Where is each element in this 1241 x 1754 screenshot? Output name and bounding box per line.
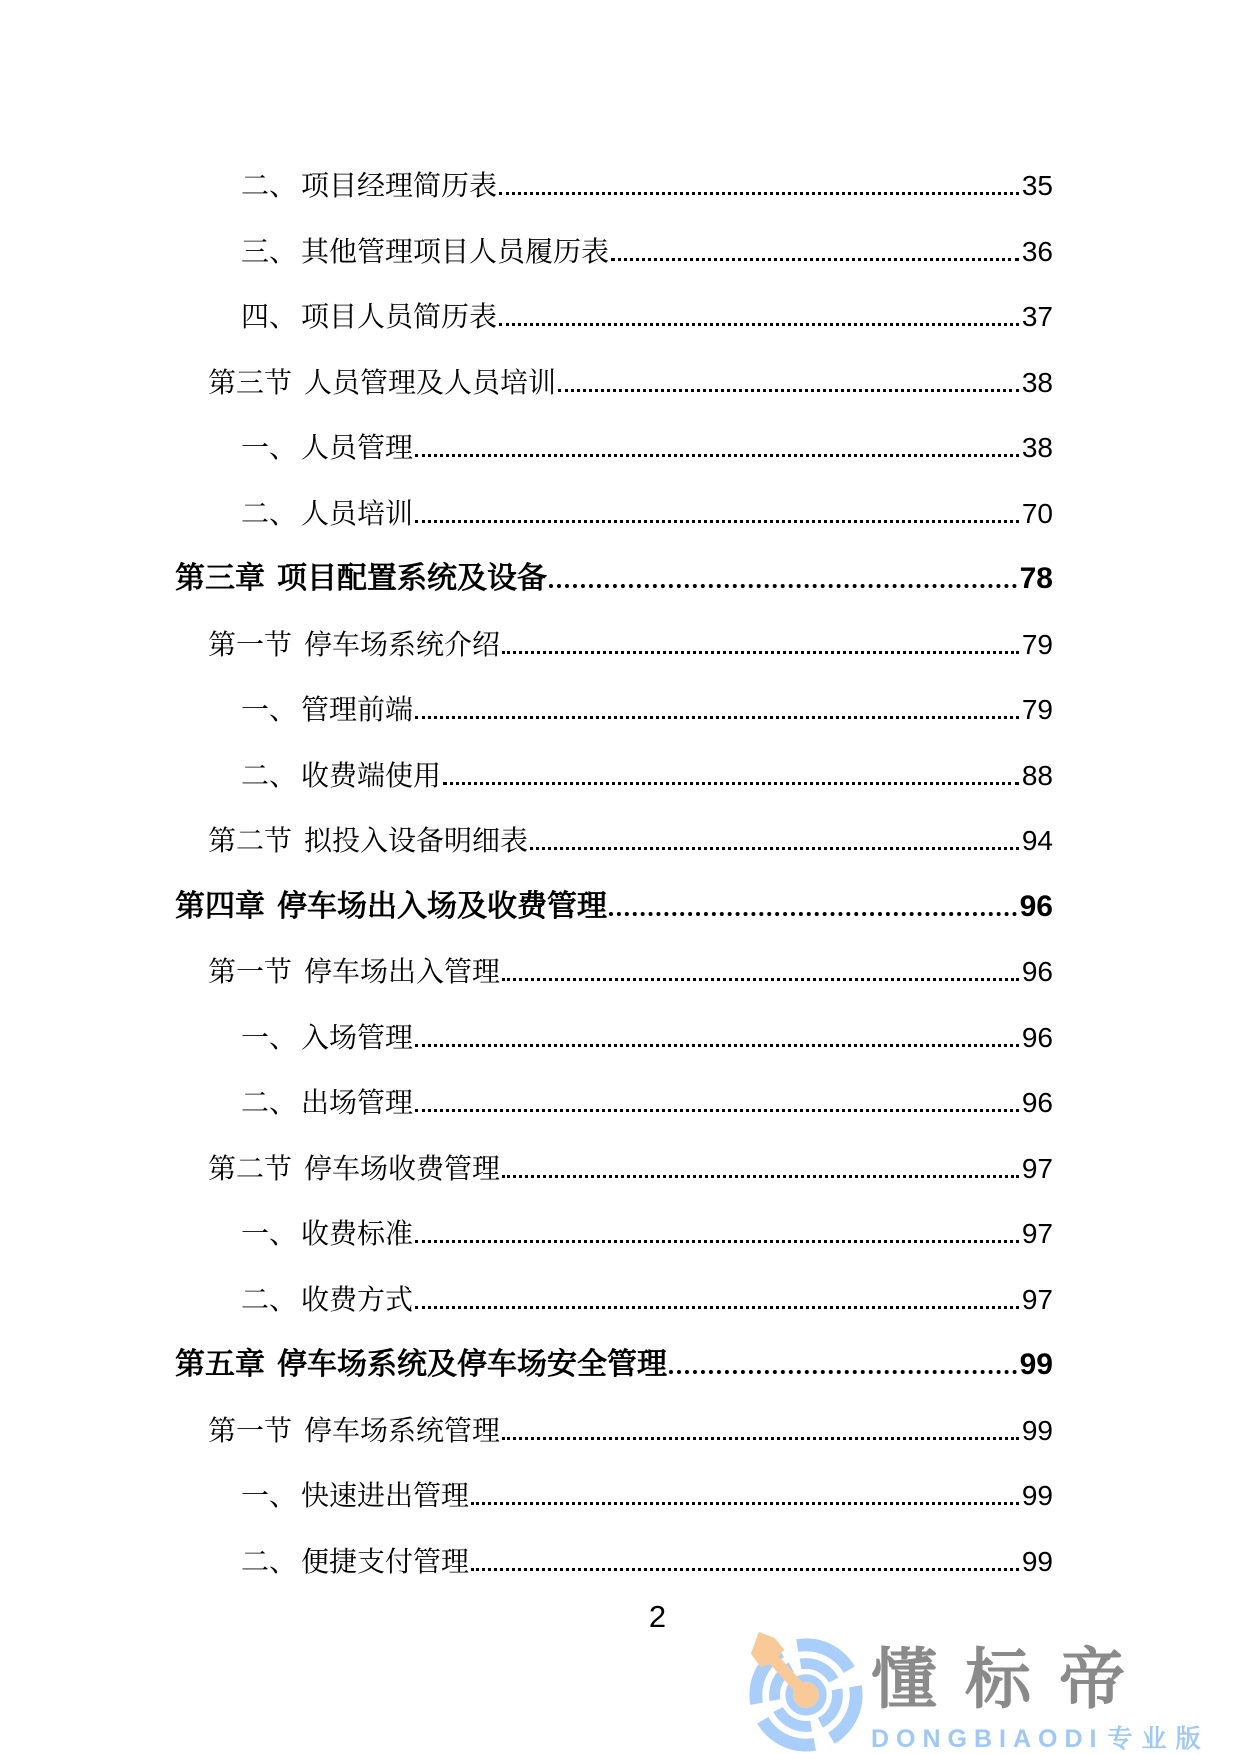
toc-entry-title: 收费方式 (301, 1283, 414, 1315)
toc-entry-number: 一、 (241, 432, 298, 463)
dotted-leader (471, 1568, 1019, 1571)
toc-entry[interactable] (175, 743, 1053, 809)
toc-entry-title: 收费标准 (301, 1218, 414, 1249)
dotted-leader (549, 584, 1017, 588)
toc-entry-title: 快速进出管理 (301, 1480, 470, 1511)
toc-entry-page: 97 (1021, 1152, 1053, 1184)
dotted-leader (558, 389, 1019, 392)
toc-entry-number: 三、 (241, 235, 298, 267)
toc-entry-title: 人员培训 (301, 497, 414, 529)
toc-entry-number: 二、 (241, 759, 298, 791)
dotted-leader (502, 1437, 1019, 1440)
dotted-leader (530, 847, 1019, 850)
toc-entry[interactable] (175, 1005, 1053, 1071)
brand-text (871, 1643, 1210, 1754)
dotted-leader (415, 520, 1019, 523)
brand-edition-label: 专业版 (1107, 1724, 1210, 1753)
toc-entry[interactable] (175, 808, 1053, 874)
toc-entry-number: 二、 (241, 170, 298, 201)
toc-entry-number: 第一节 (208, 628, 293, 660)
brand-name-chinese: 懂标帝 (871, 1642, 1153, 1716)
toc-entry-page: 35 (1021, 170, 1053, 201)
toc-entry-number: 第五章 (175, 1348, 265, 1381)
toc-entry-page: 79 (1021, 694, 1053, 725)
dotted-leader (499, 323, 1019, 326)
toc-entry[interactable] (175, 1529, 1053, 1595)
toc-entry-number: 四、 (241, 301, 298, 332)
dotted-leader (443, 782, 1019, 785)
toc-entry-page: 38 (1021, 366, 1053, 398)
dotted-leader (502, 978, 1019, 981)
toc-entry-title: 项目经理简历表 (301, 170, 498, 201)
toc-entry-title: 停车场出入管理 (304, 956, 501, 987)
dotted-leader (609, 912, 1017, 916)
toc-entry-page: 97 (1021, 1283, 1053, 1315)
toc-entry-page: 99 (1019, 1348, 1053, 1381)
toc-entry-title: 停车场系统管理 (304, 1414, 501, 1446)
toc-entry-page: 78 (1019, 562, 1053, 595)
toc-entry-number: 一、 (241, 1021, 298, 1053)
toc-entry[interactable] (175, 546, 1053, 612)
toc-entry-title: 人员管理 (301, 432, 414, 463)
dotted-leader (415, 454, 1019, 457)
toc-entry-title: 停车场系统及停车场安全管理 (277, 1348, 667, 1381)
toc-entry[interactable] (175, 284, 1053, 350)
brand-name-latin: DONGBIAODI (871, 1724, 1104, 1753)
toc-entry-number: 二、 (241, 1545, 298, 1577)
toc-entry-title: 出场管理 (301, 1087, 414, 1118)
toc-entry-page: 37 (1021, 301, 1053, 332)
toc-entry-page: 97 (1021, 1218, 1053, 1249)
toc-entry[interactable] (175, 1332, 1053, 1398)
toc-entry[interactable] (175, 1136, 1053, 1202)
toc-entry[interactable] (175, 350, 1053, 416)
toc-entry-page: 99 (1021, 1414, 1053, 1446)
watermark-logo (747, 1630, 1210, 1754)
toc-entry[interactable] (175, 874, 1053, 940)
toc-entry-page: 79 (1021, 628, 1053, 660)
toc-entry-number: 第二节 (208, 1152, 293, 1184)
toc-entry-page: 96 (1019, 889, 1053, 923)
toc-entry-number: 二、 (241, 1283, 298, 1315)
toc-entry-number: 二、 (241, 497, 298, 529)
toc-entry[interactable] (175, 415, 1053, 481)
toc-entry-title: 人员管理及人员培训 (304, 366, 557, 398)
dotted-leader (415, 1240, 1019, 1243)
dotted-leader (611, 258, 1019, 261)
toc-entry-title: 便捷支付管理 (301, 1545, 470, 1577)
toc-entry[interactable] (175, 219, 1053, 285)
toc-entry-number: 第一节 (208, 956, 293, 987)
toc-entry-title: 收费端使用 (301, 759, 442, 791)
brand-name-latin-line (871, 1719, 1210, 1754)
toc-entry[interactable] (175, 1463, 1053, 1529)
toc-entry-number: 一、 (241, 694, 298, 725)
toc-entry-number: 二、 (241, 1087, 298, 1118)
target-arrow-icon (747, 1630, 865, 1754)
toc-entry-title: 停车场收费管理 (304, 1152, 501, 1184)
toc-entry[interactable] (175, 677, 1053, 743)
toc-entry-title: 停车场出入场及收费管理 (277, 889, 607, 923)
toc-entry-title: 入场管理 (301, 1021, 414, 1053)
dotted-leader (415, 716, 1019, 719)
toc-entry-title: 拟投入设备明细表 (304, 825, 529, 856)
table-of-contents (175, 153, 1053, 1594)
dotted-leader (499, 192, 1019, 195)
toc-entry[interactable] (175, 153, 1053, 219)
toc-entry[interactable] (175, 481, 1053, 547)
toc-entry-page: 99 (1021, 1480, 1053, 1511)
toc-entry-number: 第三节 (208, 366, 293, 398)
toc-entry-number: 第三章 (175, 562, 265, 595)
toc-entry-number: 一、 (241, 1218, 298, 1249)
toc-entry-number: 第二节 (208, 825, 293, 856)
dotted-leader (415, 1306, 1019, 1309)
page-number: 2 (648, 1599, 667, 1634)
dotted-leader (415, 1044, 1019, 1047)
toc-entry-number: 第四章 (175, 889, 265, 923)
dotted-leader (471, 1502, 1019, 1505)
toc-entry-title: 项目人员简历表 (301, 301, 498, 332)
toc-entry[interactable] (175, 612, 1053, 678)
toc-entry-title: 管理前端 (301, 694, 414, 725)
toc-entry-title: 其他管理项目人员履历表 (301, 235, 610, 267)
toc-entry-page: 94 (1021, 825, 1053, 856)
toc-entry-page: 36 (1021, 235, 1053, 267)
dotted-leader (415, 1109, 1019, 1112)
dotted-leader (669, 1370, 1017, 1374)
toc-entry-page: 96 (1021, 1087, 1053, 1118)
toc-entry[interactable] (175, 939, 1053, 1005)
toc-entry-page: 88 (1021, 759, 1053, 791)
dotted-leader (502, 1175, 1019, 1178)
toc-entry[interactable] (175, 1267, 1053, 1333)
toc-entry-page: 70 (1021, 497, 1053, 529)
toc-entry-page: 96 (1021, 1021, 1053, 1053)
toc-entry-number: 第一节 (208, 1414, 293, 1446)
toc-entry[interactable] (175, 1201, 1053, 1267)
toc-entry-page: 99 (1021, 1545, 1053, 1577)
toc-entry-title: 停车场系统介绍 (304, 628, 501, 660)
toc-entry-page: 38 (1021, 432, 1053, 463)
dotted-leader (502, 651, 1019, 654)
toc-entry-page: 96 (1021, 956, 1053, 987)
toc-entry[interactable] (175, 1398, 1053, 1464)
toc-entry-title: 项目配置系统及设备 (277, 562, 547, 595)
toc-entry[interactable] (175, 1070, 1053, 1136)
toc-entry-number: 一、 (241, 1480, 298, 1511)
